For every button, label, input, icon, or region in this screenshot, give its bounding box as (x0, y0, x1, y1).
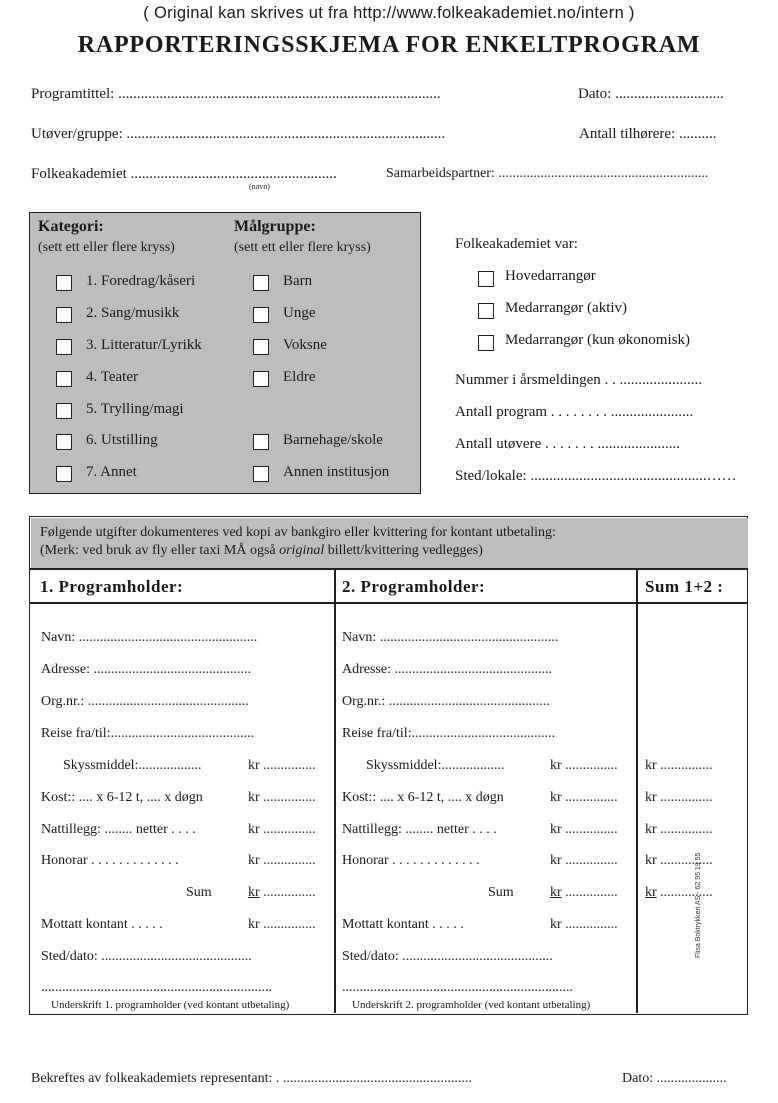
col1-kost[interactable]: Kost:: .... x 6-12 t, .... x døgn (41, 790, 203, 805)
col2-mottatt[interactable]: Mottatt kontant . . . . . (342, 917, 464, 932)
col2-orgnr[interactable]: Org.nr.: .............................................. (342, 694, 550, 709)
note-divider (30, 568, 748, 570)
navn-hint: (navn) (249, 182, 270, 191)
expense-note-line2: (Merk: ved bruk av fly eller taxi MÅ også original billett/kvittering vedlegges) (40, 543, 483, 558)
programtittel-field[interactable]: Programtittel: ...................................................................................... (31, 86, 441, 102)
antall-utovere-field[interactable]: Antall utøvere . . . . . . . ...................... (455, 436, 680, 452)
col3-skyss-kr[interactable]: kr ............... (645, 758, 713, 773)
expense-note-line1: Følgende utgifter dokumenteres ved kopi av bankgiro eller kvittering for kontant utbetaling: (40, 525, 556, 540)
arrangor-checkbox-hoved[interactable] (478, 271, 494, 287)
col2-skyss-kr[interactable]: kr ............... (550, 758, 618, 773)
malgruppe-checkbox-barn[interactable] (253, 275, 269, 291)
col2-sign-caption: Underskrift 2. programholder (ved kontant utbetaling) (352, 999, 591, 1011)
kategori-label-7: 7. Annet (86, 464, 137, 480)
kategori-checkbox-5[interactable] (56, 403, 72, 419)
col2-natt[interactable]: Nattillegg: ........ netter . . . . (342, 822, 497, 837)
col2-kost[interactable]: Kost:: .... x 6-12 t, .... x døgn (342, 790, 504, 805)
col2-mottatt-kr[interactable]: kr ............... (550, 917, 618, 932)
col-divider-1 (334, 569, 336, 1013)
bekreftes-field[interactable]: Bekreftes av folkeakademiets representant: . ...................................................... (31, 1071, 472, 1086)
antall-program-field[interactable]: Antall program . . . . . . . . ...................... (455, 404, 694, 420)
kategori-title: Kategori: (38, 218, 104, 235)
malgruppe-checkbox-voksne[interactable] (253, 339, 269, 355)
col1-kost-kr[interactable]: kr ............... (248, 790, 316, 805)
col2-navn[interactable]: Navn: ................................................... (342, 630, 559, 645)
kategori-checkbox-1[interactable] (56, 275, 72, 291)
col3-kost-kr[interactable]: kr ............... (645, 790, 713, 805)
malgruppe-label-barn: Barn (283, 273, 313, 289)
nummer-field[interactable]: Nummer i årsmeldingen . . ...................... (455, 372, 703, 388)
malgruppe-label-voksne: Voksne (283, 337, 327, 353)
malgruppe-label-unge: Unge (283, 305, 316, 321)
dato-field[interactable]: Dato: ............................. (578, 86, 724, 102)
malgruppe-label-barnehage: Barnehage/skole (283, 432, 383, 448)
printer-mark: Flisa Boktrykkeri AS - 62 95 19 55 (695, 852, 702, 958)
col1-adresse[interactable]: Adresse: ............................................. (41, 662, 251, 677)
malgruppe-title: Målgruppe: (234, 218, 316, 235)
col2-sign-line[interactable]: .................................................................. (342, 980, 573, 995)
col3-natt-kr[interactable]: kr ............... (645, 822, 713, 837)
kategori-label-3: 3. Litteratur/Lyrikk (86, 337, 202, 353)
folkeakademiet-field[interactable]: Folkeakademiet ....................................................... (31, 166, 337, 182)
samarbeidspartner-field[interactable]: Samarbeidspartner: ............................................................ (386, 166, 709, 181)
col1-mottatt[interactable]: Mottatt kontant . . . . . (41, 917, 163, 932)
utover-field[interactable]: Utøver/gruppe: ..................................................................................... (31, 126, 446, 142)
col1-sum-label: Sum (186, 885, 212, 900)
col2-sum-label: Sum (488, 885, 514, 900)
col1-sign-line[interactable]: .................................................................. (41, 980, 272, 995)
malgruppe-checkbox-barnehage[interactable] (253, 434, 269, 450)
col2-natt-kr[interactable]: kr ............... (550, 822, 618, 837)
malgruppe-label-annen: Annen institusjon (283, 464, 390, 480)
arrangor-title: Folkeakademiet var: (455, 236, 578, 252)
malgruppe-checkbox-unge[interactable] (253, 307, 269, 323)
arrangor-checkbox-medokonomisk[interactable] (478, 335, 494, 351)
page-title: RAPPORTERINGSSKJEMA FOR ENKELTPROGRAM (77, 32, 701, 58)
col1-natt[interactable]: Nattillegg: ........ netter . . . . (41, 822, 196, 837)
kategori-label-1: 1. Foredrag/kåseri (86, 273, 196, 289)
col2-honorar[interactable]: Honorar . . . . . . . . . . . . . (342, 853, 480, 868)
col1-navn[interactable]: Navn: ................................................... (41, 630, 258, 645)
arrangor-label-hoved: Hovedarrangør (505, 268, 596, 284)
antall-tilhorere-field[interactable]: Antall tilhørere: .......... (579, 126, 717, 142)
col2-sum-kr[interactable]: kr ............... (550, 885, 618, 900)
col2-honorar-kr[interactable]: kr ............... (550, 853, 618, 868)
arrangor-checkbox-medaktiv[interactable] (478, 303, 494, 319)
col1-reise[interactable]: Reise fra/til:......................................... (41, 726, 255, 741)
col2-sted[interactable]: Sted/dato: ........................................... (342, 949, 553, 964)
col1-header: 1. Programholder: (40, 577, 184, 596)
kategori-checkbox-3[interactable] (56, 339, 72, 355)
arrangor-label-medokonomisk: Medarrangør (kun økonomisk) (505, 332, 690, 348)
malgruppe-checkbox-annen[interactable] (253, 466, 269, 482)
top-note: ( Original kan skrives ut fra http://www.folkeakademiet.no/intern ) (143, 4, 635, 22)
col1-skyss-kr[interactable]: kr ............... (248, 758, 316, 773)
col2-skyss[interactable]: Skyssmiddel:.................. (366, 758, 505, 773)
kategori-checkbox-4[interactable] (56, 371, 72, 387)
header-divider (30, 602, 748, 604)
kategori-checkbox-2[interactable] (56, 307, 72, 323)
col1-skyss[interactable]: Skyssmiddel:.................. (63, 758, 202, 773)
malgruppe-label-eldre: Eldre (283, 369, 316, 385)
malgruppe-checkbox-eldre[interactable] (253, 371, 269, 387)
kategori-label-4: 4. Teater (86, 369, 138, 385)
col1-sign-caption: Underskrift 1. programholder (ved kontant utbetaling) (51, 999, 290, 1011)
col2-header: 2. Programholder: (342, 577, 486, 596)
col1-honorar-kr[interactable]: kr ............... (248, 853, 316, 868)
col1-sted[interactable]: Sted/dato: ........................................... (41, 949, 252, 964)
col2-adresse[interactable]: Adresse: ............................................. (342, 662, 552, 677)
col1-mottatt-kr[interactable]: kr ............... (248, 917, 316, 932)
kategori-label-2: 2. Sang/musikk (86, 305, 180, 321)
arrangor-label-medaktiv: Medarrangør (aktiv) (505, 300, 628, 316)
kategori-checkbox-7[interactable] (56, 466, 72, 482)
col1-orgnr[interactable]: Org.nr.: .............................................. (41, 694, 249, 709)
col3-sum-kr[interactable]: kr ............... (645, 885, 713, 900)
sted-lokale-field[interactable]: Sted/lokale: ...............................................…… (455, 468, 737, 484)
col1-natt-kr[interactable]: kr ............... (248, 822, 316, 837)
col2-kost-kr[interactable]: kr ............... (550, 790, 618, 805)
footer-dato-field[interactable]: Dato: .................... (622, 1071, 727, 1086)
kategori-hint: (sett ett eller flere kryss) (38, 240, 175, 255)
col-divider-2 (636, 569, 638, 1013)
col3-header: Sum 1+2 : (645, 577, 724, 596)
col3-honorar-kr[interactable]: kr ............... (645, 853, 713, 868)
kategori-label-5: 5. Trylling/magi (86, 401, 184, 417)
col1-sum-kr[interactable]: kr ............... (248, 885, 316, 900)
col1-honorar[interactable]: Honorar . . . . . . . . . . . . . (41, 853, 179, 868)
kategori-checkbox-6[interactable] (56, 434, 72, 450)
col2-reise[interactable]: Reise fra/til:......................................... (342, 726, 556, 741)
malgruppe-hint: (sett ett eller flere kryss) (234, 240, 371, 255)
kategori-label-6: 6. Utstilling (86, 432, 158, 448)
